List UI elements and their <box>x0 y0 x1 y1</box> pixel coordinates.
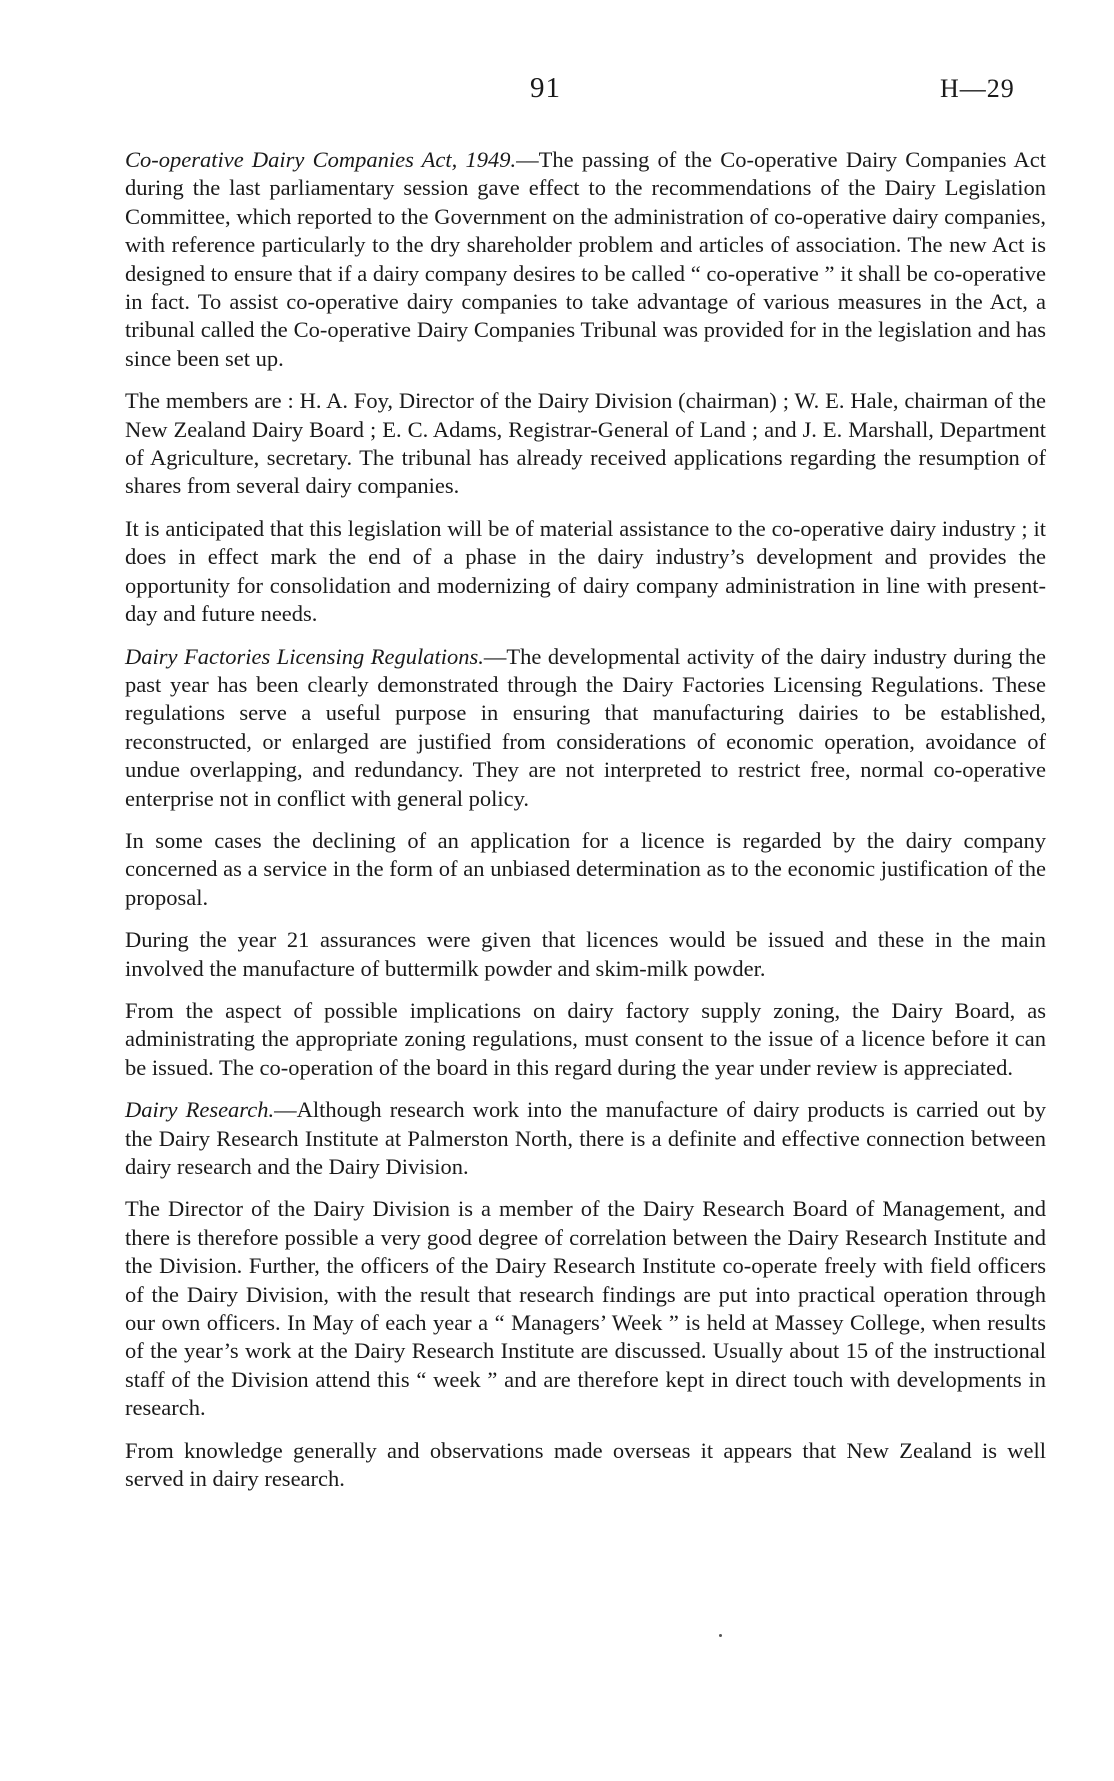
section-heading-cooperative-act: Co-operative Dairy Companies Act, 1949. <box>125 147 517 172</box>
paragraph-text: It is anticipated that this legislation will be of material assistance to the co-operative dairy industry ; it does in effect mark the end of a phase in the dairy industry’s development and provides the opportunity for consolidation and modernizing of dairy company administration in line with present-day and future needs. <box>125 515 1046 627</box>
paragraph-text: —The passing of the Co-operative Dairy Companies Act during the last parliamentary session gave effect to the recommendations of the Dairy Legislation Committee, which reported to the Government on the administration of co-operative dairy companies, with reference particularly to the dry shareholder problem and articles of association. The new Act is designed to ensure that if a dairy company desires to be called “ co-operative ” it shall be co-operative in fact. To assist co-operative dairy companies to take advantage of various measures in the Act, a tribunal called the Co-operative Dairy Companies Tribunal was provided for in the legislation and has since been set up. <box>125 147 1046 371</box>
paragraph-text: The members are : H. A. Foy, Director of the Dairy Division (chairman) ; W. E. Hale, chairman of the New Zealand Dairy Board ; E. C. Adams, Registrar-General of Land ; and J. E. Marshall, Department of Agriculture, secretary. The tribunal has already received applications regarding the resumption of shares from several dairy companies. <box>125 388 1046 499</box>
paragraph-text: During the year 21 assurances were given that licences would be issued and these in the main involved the manufacture of buttermilk powder and skim-milk powder. <box>125 927 1046 981</box>
paragraph-licence-declining <box>125 827 1046 912</box>
paragraph-cooperative-act <box>125 146 1046 373</box>
document-body <box>125 146 1046 1507</box>
paragraph-text: In some cases the declining of an application for a licence is regarded by the dairy company concerned as a service in the form of an unbiased determination as to the economic justification of the proposal. <box>125 827 1046 910</box>
paragraph-legislation-assistance <box>125 515 1046 629</box>
paragraph-licensing-regulations <box>125 643 1046 813</box>
paragraph-conclusion <box>125 1437 1046 1494</box>
section-heading-licensing-regulations: Dairy Factories Licensing Regulations. <box>125 643 484 669</box>
paragraph-text: —Although research work into the manufacture of dairy products is carried out by the Dairy Research Institute at Palmerston North, there is a definite and effective connection between dairy research and the Dairy Division. <box>125 1097 1046 1179</box>
paragraph-text: From the aspect of possible implications on dairy factory supply zoning, the Dairy Board, as administrating the appropriate zoning regulations, must consent to the issue of a licence before it can be issued. The co-operation of the board in this regard during the year under review is appreciated. <box>125 997 1046 1080</box>
paragraph-tribunal-members <box>125 387 1046 501</box>
ink-speck <box>719 1634 722 1637</box>
page-header <box>0 72 1114 112</box>
page-number: 91 <box>530 72 561 104</box>
paragraph-text: —The developmental activity of the dairy industry during the past year has been clearly demonstrated through the Dairy Factories Licensing Regulations. These regulations serve a useful purpose in ensuring that manufacturing dairies to be established, reconstructed, or enlarged are justified from considerations of economic operation, avoidance of undue overlapping, and redundancy. They are not interpreted to restrict free, normal co-operative enterprise not in conflict with general policy. <box>125 643 1046 811</box>
paragraph-zoning <box>125 997 1046 1082</box>
paragraph-assurances <box>125 926 1046 983</box>
section-heading-dairy-research: Dairy Research. <box>125 1097 275 1123</box>
paragraph-research-board <box>125 1195 1046 1422</box>
paragraph-text: From knowledge generally and observations made overseas it appears that New Zealand is well served in dairy research. <box>125 1437 1046 1492</box>
page-code: H—29 <box>940 74 1015 103</box>
paragraph-text: The Director of the Dairy Division is a member of the Dairy Research Board of Management, and there is therefore possible a very good degree of correlation between the Dairy Research Institute and the Division. Further, the officers of the Dairy Research Institute co-operate freely with field officers of the Dairy Division, with the result that research findings are put into practical operation through our own officers. In May of each year a “ Managers’ Week ” is held at Massey College, when results of the year’s work at the Dairy Research Institute are discussed. Usually about 15 of the instructional staff of the Division attend this “ week ” and are therefore kept in direct touch with developments in research. <box>125 1196 1046 1421</box>
paragraph-dairy-research <box>125 1096 1046 1181</box>
